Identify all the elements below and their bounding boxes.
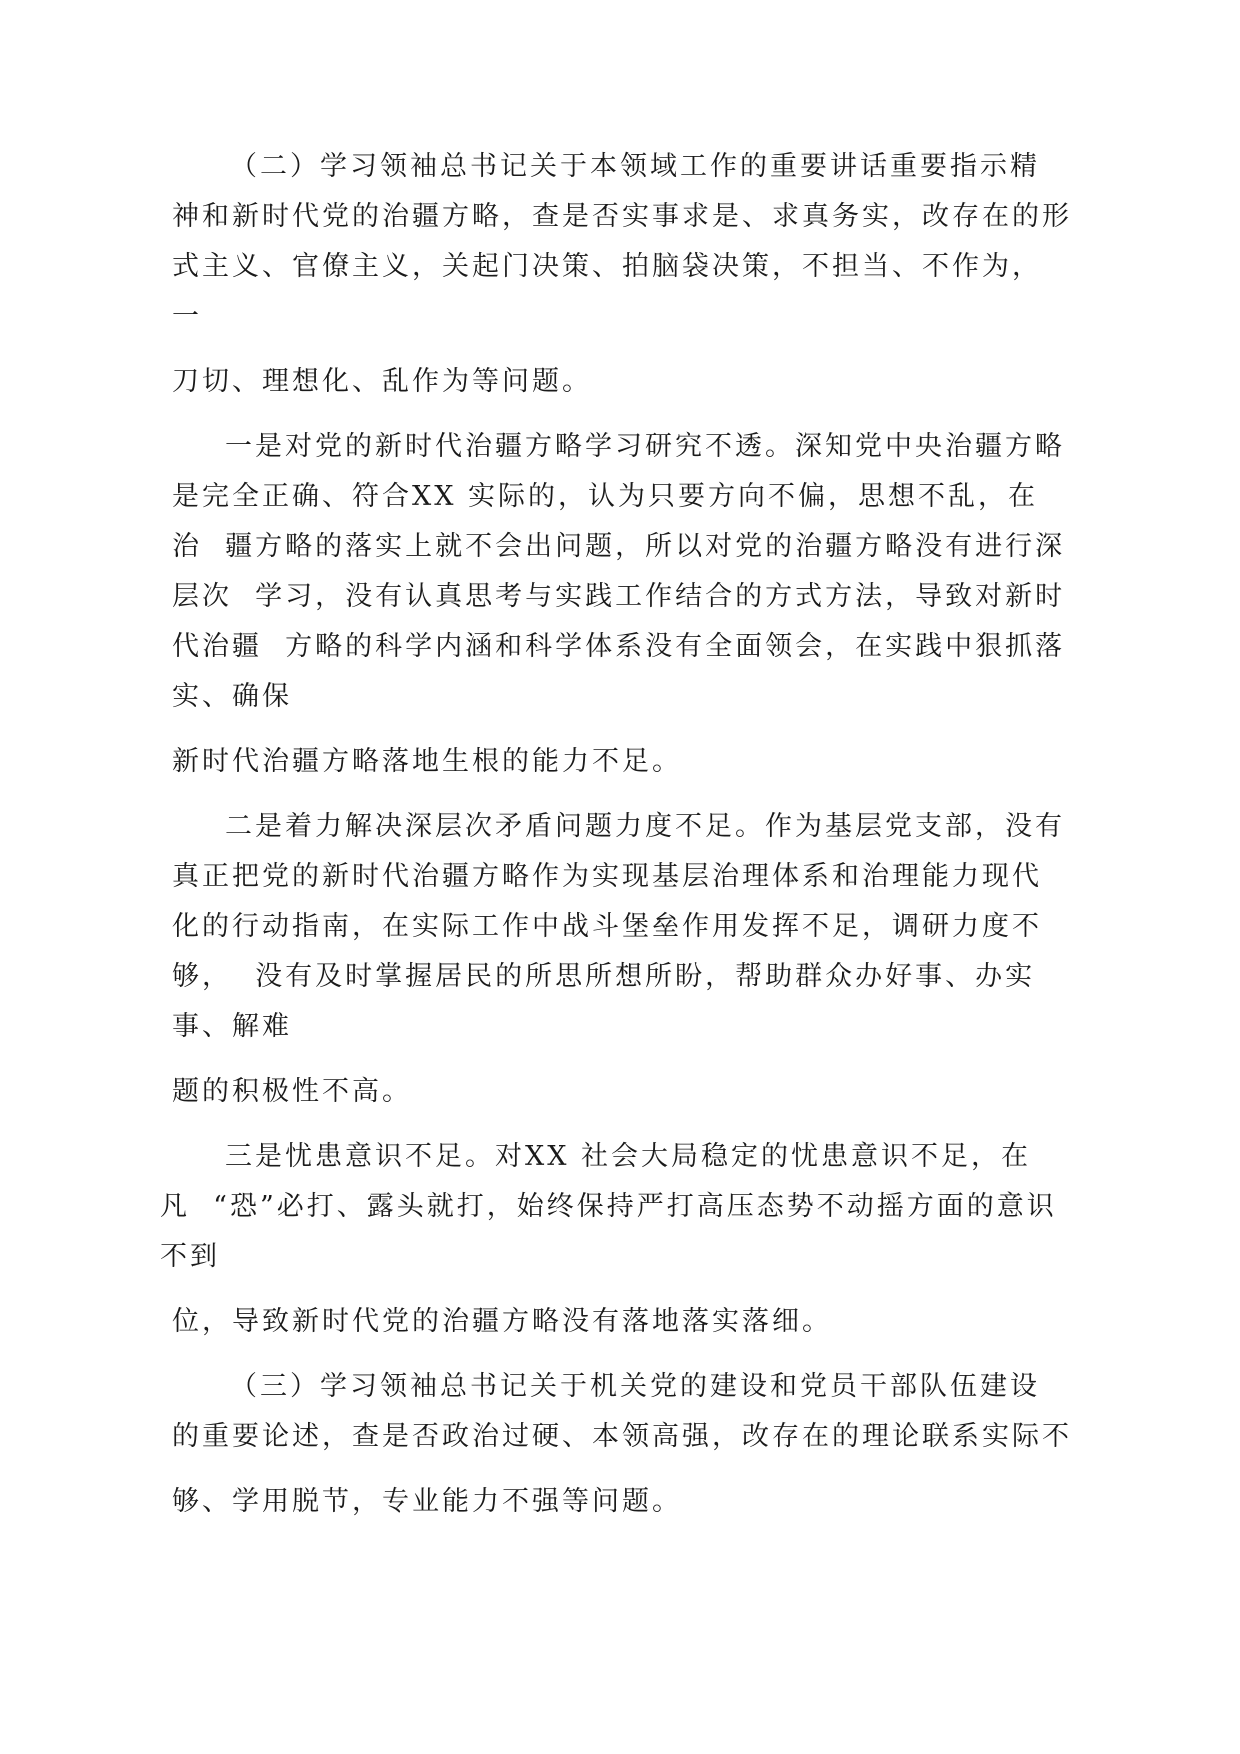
text-line: 事、解难	[172, 1011, 292, 1042]
text-line: （三）学习领袖总书记关于机关党的建设和党员干部队伍建设	[230, 1371, 1040, 1402]
text-line: 实、确保	[172, 681, 292, 712]
text-line: 的重要论述，查是否政治过硬、本领高强，改存在的理论联系实际不	[172, 1421, 1072, 1452]
text-line: 够， 没有及时掌握居民的所思所想所盼，帮助群众办好事、办实	[172, 961, 1036, 992]
text-line: 化的行动指南，在实际工作中战斗堡垒作用发挥不足，调研力度不	[172, 911, 1042, 942]
text-line: 题的积极性不高。	[172, 1076, 412, 1107]
text-line: 够、学用脱节，专业能力不强等问题。	[172, 1486, 682, 1517]
text-line: 真正把党的新时代治疆方略作为实现基层治理体系和治理能力现代	[172, 861, 1042, 892]
text-line: 凡 “恐”必打、露头就打，始终保持严打高压态势不动摇方面的意识	[160, 1191, 1057, 1222]
text-line: 一	[172, 301, 202, 332]
text-line: 不到	[160, 1241, 220, 1272]
text-line: 治 疆方略的落实上就不会出问题，所以对党的治疆方略没有进行深	[172, 531, 1066, 562]
text-line: 一是对党的新时代治疆方略学习研究不透。深知党中央治疆方略	[225, 431, 1065, 462]
text-line: 位，导致新时代党的治疆方略没有落地落实落细。	[172, 1306, 832, 1337]
text-line: （二）学习领袖总书记关于本领域工作的重要讲话重要指示精	[230, 151, 1040, 182]
text-line: 层次 学习，没有认真思考与实践工作结合的方式方法，导致对新时	[172, 581, 1066, 612]
text-line: 神和新时代党的治疆方略，查是否实事求是、求真务实，改存在的形	[172, 201, 1072, 232]
text-line: 刀切、理想化、乱作为等问题。	[172, 366, 592, 397]
text-line: 代治疆 方略的科学内涵和科学体系没有全面领会，在实践中狠抓落	[172, 631, 1066, 662]
text-line: 三是忧患意识不足。对XX 社会大局稳定的忧患意识不足，在	[225, 1141, 1032, 1172]
text-line: 是完全正确、符合XX 实际的，认为只要方向不偏，思想不乱，在	[172, 481, 1039, 512]
text-line: 二是着力解决深层次矛盾问题力度不足。作为基层党支部，没有	[225, 811, 1065, 842]
text-line: 式主义、官僚主义，关起门决策、拍脑袋决策，不担当、不作为，	[172, 251, 1042, 282]
text-line: 新时代治疆方略落地生根的能力不足。	[172, 746, 682, 777]
